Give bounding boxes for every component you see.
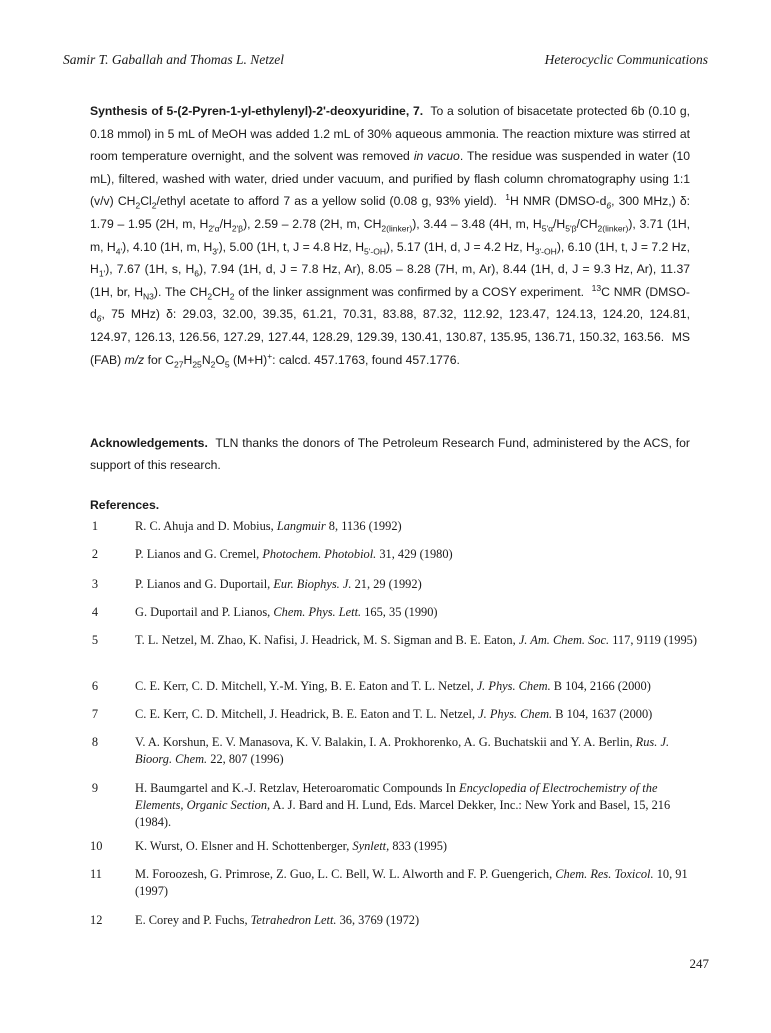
- acknowledgements-text: TLN thanks the donors of The Petroleum Research Fund, administered by the ACS, for support of this research.: [90, 436, 690, 472]
- reference-number: 2: [91, 547, 99, 561]
- reference-number: 5: [91, 633, 99, 647]
- reference-text: P. Lianos and G. Cremel, Photochem. Photobiol. 31, 429 (1980): [135, 547, 453, 561]
- reference-text: R. C. Ahuja and D. Mobius, Langmuir 8, 1136 (1992): [135, 519, 402, 533]
- reference-journal: Langmuir: [276, 519, 326, 533]
- reference-journal: Eur. Biophys. J.: [273, 577, 352, 591]
- running-header-journal: Heterocyclic Communications: [544, 52, 708, 67]
- synthesis-paragraph: Synthesis of 5-(2-Pyren-1-yl-ethylenyl)-2'-deoxyuridine, 7. To a solution of bisacetate protected 6b (0.10 g, 0.18 mmol) in 5 mL of MeOH was added 1.2 mL of 30% aqueous ammonia. The reaction mixture was stirred at room temperature overnight, and the solvent was removed in vacuo. The residue was suspended in water (10 mL), filtered, washed with water, dried under vacuum, and purified by flash column chromatography using 1:1 (v/v) $CH_2Cl_2$/ethyl acetate to afford 7 as a yellow solid (0.08 g, 93% yield). $^1$H NMR ($DMSO-d_6$, 300 MHz,) δ: 1.79 – 1.95 (2H, m, $H_{2'\alpha}/H_{2'\beta}$), 2.59 – 2.78 (2H, m, $CH_{2(linker)}$), 3.44 – 3.48 (4H, m, $H_{5'\alpha}/H_{5'\beta}/CH_{2(linker)}$), 3.71 (1H, m, $H_{4'}$), 4.10 (1H, m, $H_{3'}$), 5.00 (1H, t, J = 4.8 Hz, $H_{5'-OH}$), 5.17 (1H, d, J = 4.2 Hz, $H_{3'-OH}$), 6.10 (1H, t, J = 7.2 Hz, $H_{1'}$), 7.67 (1H, s, $H_6$), 7.94 (1H, d, J = 7.8 Hz, Ar), 8.05 – 8.28 (7H, m, Ar), 8.44 (1H, d, J = 9.3 Hz, Ar), 11.37 (1H, br, $H_{N3}$). The $CH_2CH_2$ of the linker assignment was confirmed by a COSY experiment. $^{13}$C NMR ($DMSO-d_6$, 75 MHz) δ: 29.03, 32.00, 39.35, 61.21, 70.31, 83.88, 87.32, 112.92, 123.47, 124.13, 124.20, 124.81, 124.97, 126.13, 126.56, 127.29, 127.44, 128.29, 129.39, 130.41, 130.87, 135.95, 136.71, 150.32, 163.56. MS (FAB) m/z for $C_{27}H_{25}N_2O_5$ (M+H)+: calcd. 457.1763, found 457.1776.: [90, 104, 691, 369]
- reference-number: 1: [91, 519, 99, 533]
- reference-journal: Photochem. Photobiol.: [262, 547, 377, 561]
- reference-journal: Rus. J. Bioorg. Chem.: [135, 735, 670, 766]
- reference-journal: Chem. Phys. Lett.: [273, 605, 362, 619]
- reference-journal: Encyclopedia of Electrochemistry of the Elements, Organic Section: [135, 781, 658, 812]
- reference-text: H. Baumgartel and K.-J. Retzlav, Heteroaromatic Compounds In Encyclopedia of Electrochemistry of the Elements, Organic Section, A. J. Bard and H. Lund, Eds. Marcel Dekker, Inc.: New York and Basel, 15, 216 (1984).: [135, 781, 671, 829]
- reference-number: 8: [91, 735, 99, 749]
- reference-text: P. Lianos and G. Duportail, Eur. Biophys. J. 21, 29 (1992): [135, 577, 422, 591]
- synthesis-title: Synthesis of 5-(2-Pyren-1-yl-ethylenyl)-2'-deoxyuridine, 7.: [90, 104, 424, 118]
- acknowledgements-paragraph: [90, 432, 690, 476]
- reference-journal: J. Am. Chem. Soc.: [518, 633, 610, 647]
- reference-journal: Chem. Res. Toxicol.: [555, 867, 654, 881]
- reference-journal: Tetrahedron Lett.: [250, 913, 337, 927]
- running-header-authors: Samir T. Gaballah and Thomas L. Netzel: [63, 52, 285, 67]
- reference-number: 11: [90, 867, 102, 881]
- reference-number: 7: [91, 707, 99, 721]
- reference-text: K. Wurst, O. Elsner and H. Schottenberger, Synlett, 833 (1995): [135, 839, 448, 853]
- reference-number: 9: [91, 781, 99, 795]
- reference-text: M. Foroozesh, G. Primrose, Z. Guo, L. C. Bell, W. L. Alworth and F. P. Guengerich, Chem. Res. Toxicol. 10, 91 (1997): [135, 867, 688, 898]
- reference-text: C. E. Kerr, C. D. Mitchell, J. Headrick, B. E. Eaton and T. L. Netzel, J. Phys. Chem. B 104, 1637 (2000): [135, 707, 653, 721]
- reference-text: T. L. Netzel, M. Zhao, K. Nafisi, J. Headrick, M. S. Sigman and B. E. Eaton, J. Am. Chem. Soc. 117, 9119 (1995): [135, 633, 697, 647]
- reference-journal: J. Phys. Chem.: [478, 707, 553, 721]
- reference-journal: J. Phys. Chem.: [476, 679, 551, 693]
- acknowledgements-title: Acknowledgements.: [90, 436, 208, 450]
- reference-number: 10: [90, 839, 103, 853]
- reference-number: 4: [91, 605, 99, 619]
- reference-number: 6: [91, 679, 99, 693]
- reference-number: 12: [90, 913, 103, 927]
- reference-text: V. A. Korshun, E. V. Manasova, K. V. Balakin, I. A. Prokhorenko, A. G. Buchatskii and Y. A. Berlin, Rus. J. Bioorg. Chem. 22, 807 (1996): [135, 735, 670, 766]
- reference-text: C. E. Kerr, C. D. Mitchell, Y.-M. Ying, B. E. Eaton and T. L. Netzel, J. Phys. Chem. B 104, 2166 (2000): [135, 679, 651, 693]
- reference-number: 3: [91, 577, 99, 591]
- references-heading: References.: [90, 498, 160, 512]
- reference-text: E. Corey and P. Fuchs, Tetrahedron Lett. 36, 3769 (1972): [135, 913, 420, 927]
- reference-journal: Synlett,: [352, 839, 390, 853]
- reference-text: G. Duportail and P. Lianos, Chem. Phys. Lett. 165, 35 (1990): [135, 605, 438, 619]
- page-number: 247: [689, 956, 709, 971]
